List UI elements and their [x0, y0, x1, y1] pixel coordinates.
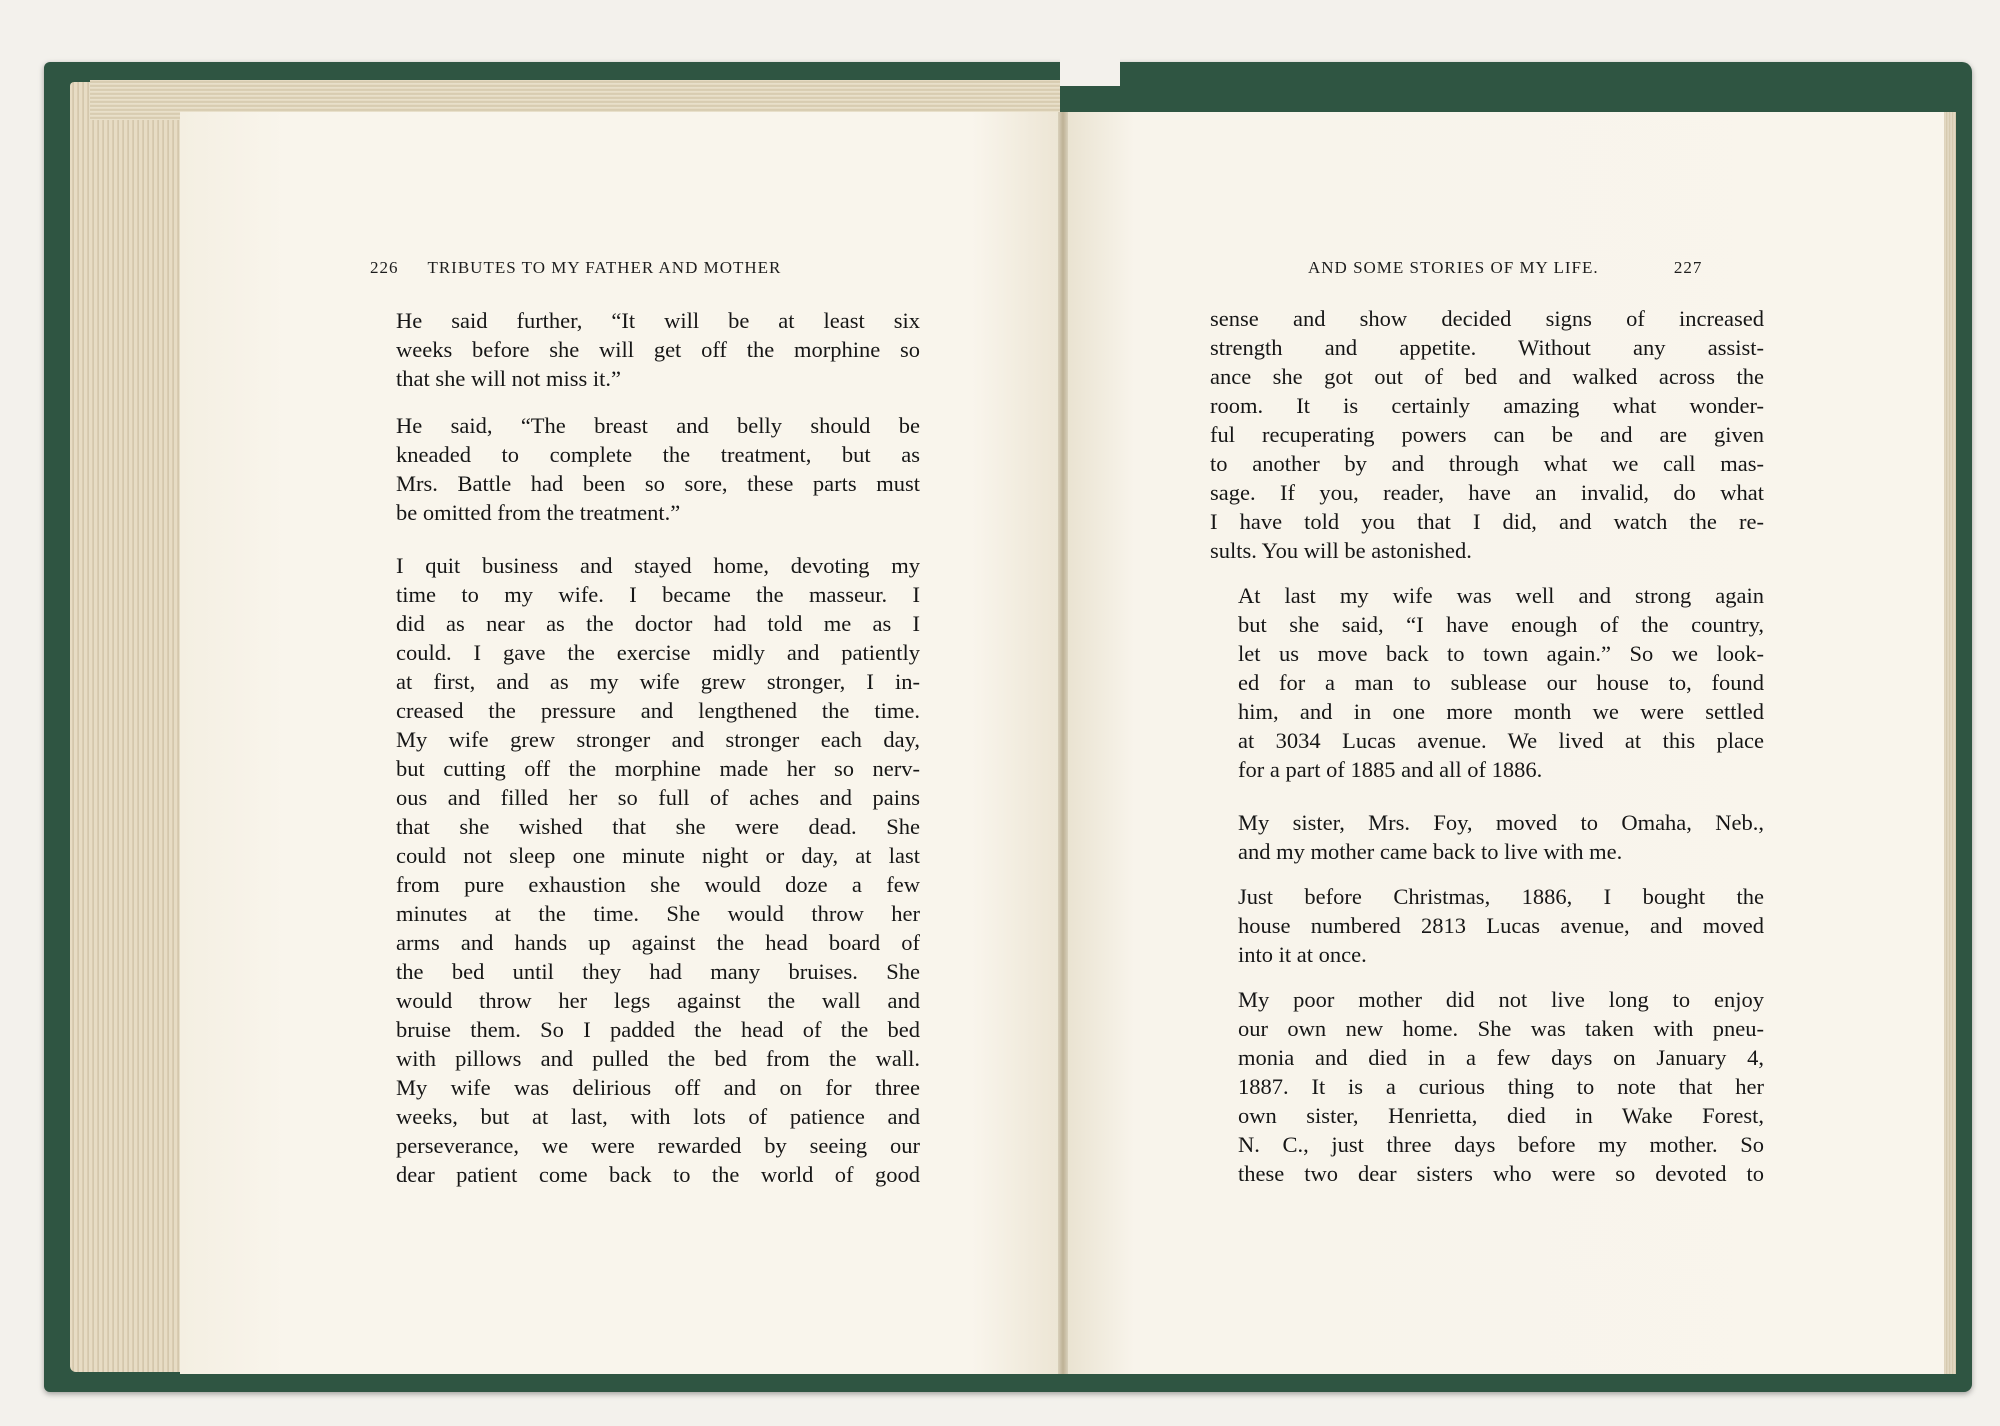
text-line: dear patient come back to the world of good: [396, 1162, 920, 1187]
text-line: 1887. It is a curious thing to note that her: [1238, 1074, 1764, 1099]
text-line: Just before Christmas, 1886, I bought the: [1238, 884, 1764, 909]
text-line: room. It is certainly amazing what wonder-: [1210, 393, 1764, 418]
right-page-text: [1210, 304, 1764, 1188]
text-line: that she will not miss it.”: [396, 366, 621, 391]
text-line: ful recuperating powers can be and are given: [1210, 422, 1764, 447]
text-line: could not sleep one minute night or day, at last: [396, 843, 920, 868]
text-line: arms and hands up against the head board of: [396, 930, 920, 955]
text-line: from pure exhaustion she would doze a few: [396, 872, 920, 897]
book-gutter: [1058, 112, 1068, 1374]
right-page-header: [1308, 258, 1702, 278]
page-edges-right: [1942, 112, 1956, 1374]
text-line: Mrs. Battle had been so sore, these parts must: [396, 471, 920, 496]
left-running-head: TRIBUTES TO MY FATHER AND MOTHER: [427, 258, 782, 277]
text-line: for a part of 1885 and all of 1886.: [1238, 757, 1543, 782]
text-line: My wife grew stronger and stronger each day,: [396, 727, 920, 752]
text-line: but she said, “I have enough of the country,: [1238, 612, 1764, 637]
text-line: He said, “The breast and belly should be: [396, 413, 920, 438]
text-line: ous and filled her so full of aches and pains: [396, 785, 920, 810]
paragraph: [1210, 985, 1764, 1188]
text-line: bruise them. So I padded the head of the bed: [396, 1017, 920, 1042]
text-line: these two dear sisters who were so devoted to: [1238, 1161, 1764, 1186]
paragraph: [1210, 882, 1764, 969]
text-line: My sister, Mrs. Foy, moved to Omaha, Neb.,: [1238, 810, 1764, 835]
text-line: ed for a man to sublease our house to, found: [1238, 670, 1764, 695]
text-line: sense and show decided signs of increased: [1210, 306, 1764, 331]
text-line: to another by and through what we call mas-: [1210, 451, 1764, 476]
text-line: perseverance, we were rewarded by seeing our: [396, 1133, 920, 1158]
text-line: let us move back to town again.” So we look-: [1238, 641, 1764, 666]
text-line: sage. If you, reader, have an invalid, do what: [1210, 480, 1764, 505]
text-line: weeks before she will get off the morphine so: [396, 337, 920, 362]
text-line: house numbered 2813 Lucas avenue, and moved: [1238, 913, 1764, 938]
right-running-head: AND SOME STORIES OF MY LIFE.: [1308, 258, 1599, 277]
text-line: He said further, “It will be at least six: [396, 308, 920, 333]
text-line: at first, and as my wife grew stronger, I in-: [396, 669, 920, 694]
text-line: I quit business and stayed home, devoting my: [396, 553, 920, 578]
right-page-number: 227: [1673, 258, 1703, 277]
paragraph: [1210, 808, 1764, 866]
paragraph: [1210, 581, 1764, 784]
text-line: at 3034 Lucas avenue. We lived at this place: [1238, 728, 1764, 753]
text-line: My poor mother did not live long to enjoy: [1238, 987, 1764, 1012]
text-line: weeks, but at last, with lots of patience and: [396, 1104, 920, 1129]
text-line: but cutting off the morphine made her so nerv-: [396, 756, 920, 781]
left-page-header: [370, 258, 781, 278]
text-line: My wife was delirious off and on for three: [396, 1075, 920, 1100]
text-line: monia and died in a few days on January 4,: [1238, 1045, 1764, 1070]
spine-wear: [1060, 56, 1120, 86]
text-line: sults. You will be astonished.: [1210, 538, 1472, 563]
text-line: could. I gave the exercise midly and patiently: [396, 640, 920, 665]
text-line: would throw her legs against the wall and: [396, 988, 920, 1013]
text-line: time to my wife. I became the masseur. I: [396, 582, 920, 607]
text-line: our own new home. She was taken with pneu-: [1238, 1016, 1764, 1041]
text-line: into it at once.: [1238, 942, 1367, 967]
text-line: with pillows and pulled the bed from the wall.: [396, 1046, 920, 1071]
left-page-number: 226: [370, 258, 399, 277]
paragraph: [368, 306, 920, 393]
text-line: ance she got out of bed and walked across the: [1210, 364, 1764, 389]
text-line: the bed until they had many bruises. She: [396, 959, 920, 984]
text-line: kneaded to complete the treatment, but as: [396, 442, 920, 467]
text-line: that she wished that she were dead. She: [396, 814, 920, 839]
text-line: strength and appetite. Without any assist-: [1210, 335, 1764, 360]
text-line: minutes at the time. She would throw her: [396, 901, 920, 926]
text-line: own sister, Henrietta, died in Wake Forest,: [1238, 1103, 1764, 1128]
text-line: did as near as the doctor had told me as I: [396, 611, 920, 636]
text-line: be omitted from the treatment.”: [396, 500, 681, 525]
text-line: and my mother came back to live with me.: [1238, 839, 1623, 864]
left-page-text: [368, 306, 920, 1189]
text-line: At last my wife was well and strong again: [1238, 583, 1764, 608]
text-line: I have told you that I did, and watch the re-: [1210, 509, 1764, 534]
paragraph: [1210, 304, 1764, 565]
text-line: him, and in one more month we were settled: [1238, 699, 1764, 724]
text-line: creased the pressure and lengthened the time.: [396, 698, 920, 723]
paragraph: [368, 411, 920, 527]
text-line: N. C., just three days before my mother. So: [1238, 1132, 1764, 1157]
paragraph: [368, 551, 920, 1189]
